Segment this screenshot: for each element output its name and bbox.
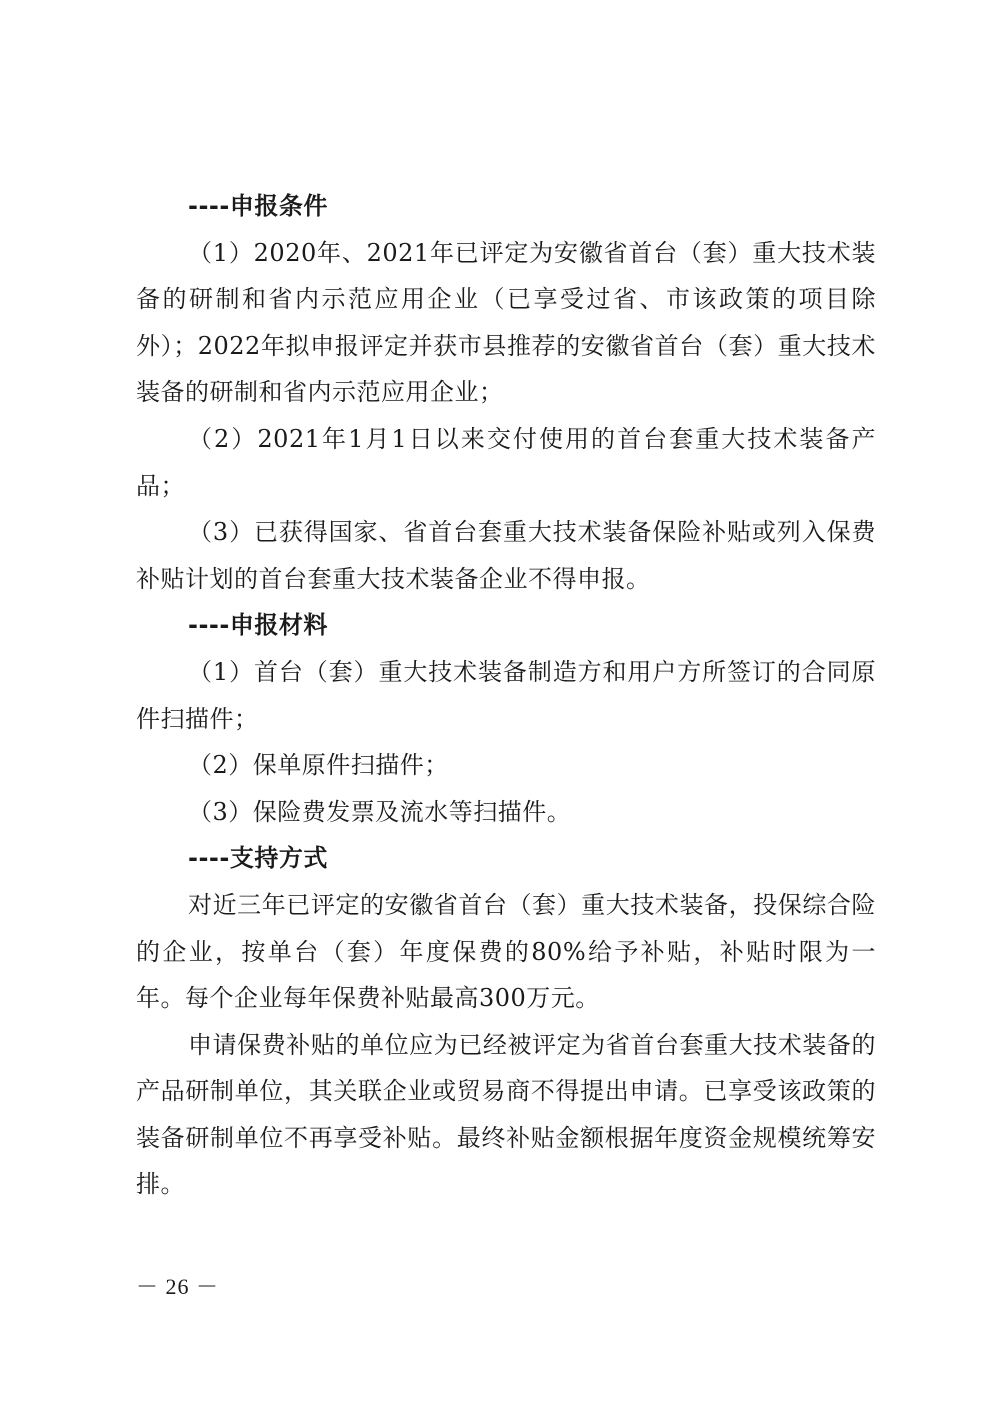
condition-item-1: （1）2020年、2021年已评定为安徽省首台（套）重大技术装备的研制和省内示范应用企业（已享受过省、市该政策的项目除外）；2022年拟申报评定并获市县推荐的安徽省首台（套）重大技术装备的研制和省内示范应用企业； [136, 238, 876, 407]
support-paragraph-2: 申请保费补贴的单位应为已经被评定为省首台套重大技术装备的产品研制单位，其关联企业或贸易商不得提出申请。已享受该政策的装备研制单位不再享受补贴。最终补贴金额根据年度资金规模统筹安排。 [136, 1030, 876, 1199]
section-heading-support-method: ----支持方式 [188, 844, 328, 873]
condition-item-2: （2）2021年1月1日以来交付使用的首台套重大技术装备产品； [136, 424, 876, 500]
support-paragraph-1: 对近三年已评定的安徽省首台（套）重大技术装备，投保综合险的企业，按单台（套）年度保费的80%给予补贴，补贴时限为一年。每个企业每年保费补贴最高300万元。 [136, 890, 876, 1013]
condition-item-3: （3）已获得国家、省首台套重大技术装备保险补贴或列入保费补贴计划的首台套重大技术装备企业不得申报。 [136, 518, 876, 593]
material-item-3: （3）保险费发票及流水等扫描件。 [188, 797, 572, 826]
section-heading-application-materials: ----申报材料 [188, 611, 328, 640]
material-item-1: （1）首台（套）重大技术装备制造方和用户方所签订的合同原件扫描件； [136, 657, 876, 733]
section-heading-application-conditions: ----申报条件 [188, 192, 328, 220]
page-number: － 26 － [136, 1274, 220, 1299]
document-body [136, 183, 876, 1208]
material-item-2: （2）保单原件扫描件； [188, 751, 449, 780]
